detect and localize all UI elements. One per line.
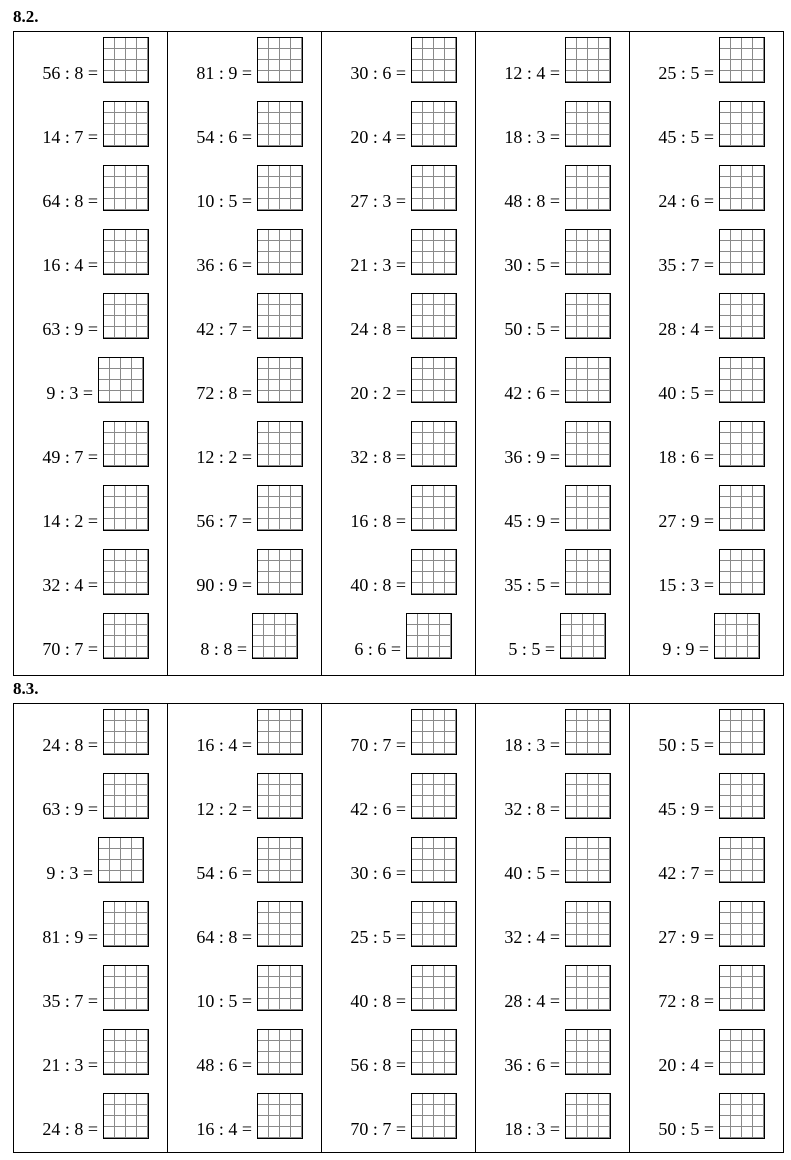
answer-grid-box[interactable] bbox=[411, 837, 457, 883]
division-expression: 12 : 4 = bbox=[504, 63, 560, 83]
division-expression: 16 : 4 = bbox=[196, 1119, 252, 1139]
answer-grid-box[interactable] bbox=[103, 549, 149, 595]
division-problem bbox=[322, 37, 475, 85]
division-problem bbox=[476, 901, 629, 949]
answer-grid-box[interactable] bbox=[257, 901, 303, 947]
division-problem bbox=[168, 965, 321, 1013]
division-problem bbox=[476, 837, 629, 885]
answer-grid-box[interactable] bbox=[719, 1093, 765, 1139]
problem-column bbox=[322, 32, 476, 675]
division-problem bbox=[322, 773, 475, 821]
answer-grid-box[interactable] bbox=[565, 421, 611, 467]
division-expression: 90 : 9 = bbox=[196, 575, 252, 595]
division-problem bbox=[476, 1093, 629, 1141]
division-problem bbox=[476, 965, 629, 1013]
division-expression: 9 : 3 = bbox=[46, 863, 93, 883]
problem-column bbox=[14, 704, 168, 1152]
answer-grid-box[interactable] bbox=[719, 37, 765, 83]
answer-grid-box[interactable] bbox=[719, 165, 765, 211]
division-problem bbox=[14, 901, 167, 949]
division-expression: 42 : 7 = bbox=[196, 319, 252, 339]
division-problem bbox=[476, 165, 629, 213]
division-expression: 63 : 9 = bbox=[42, 319, 98, 339]
division-problem bbox=[168, 357, 321, 405]
answer-grid-box[interactable] bbox=[565, 357, 611, 403]
division-expression: 50 : 5 = bbox=[504, 319, 560, 339]
division-problem bbox=[322, 165, 475, 213]
division-problem bbox=[630, 965, 783, 1013]
division-problem bbox=[14, 773, 167, 821]
division-problem bbox=[322, 101, 475, 149]
division-expression: 42 : 7 = bbox=[658, 863, 714, 883]
division-problem bbox=[14, 485, 167, 533]
division-expression: 70 : 7 = bbox=[350, 1119, 406, 1139]
section-title-8-3: 8.3. bbox=[13, 679, 39, 698]
answer-grid-box[interactable] bbox=[257, 37, 303, 83]
division-expression: 16 : 4 = bbox=[196, 735, 252, 755]
division-problem bbox=[14, 165, 167, 213]
division-expression: 20 : 2 = bbox=[350, 383, 406, 403]
division-expression: 18 : 3 = bbox=[504, 127, 560, 147]
answer-grid-box[interactable] bbox=[565, 485, 611, 531]
division-expression: 36 : 6 = bbox=[504, 1055, 560, 1075]
division-expression: 27 : 9 = bbox=[658, 927, 714, 947]
division-expression: 9 : 3 = bbox=[46, 383, 93, 403]
division-problem bbox=[476, 357, 629, 405]
division-expression: 35 : 7 = bbox=[658, 255, 714, 275]
division-problem bbox=[630, 37, 783, 85]
division-problem bbox=[630, 421, 783, 469]
division-problem bbox=[14, 1029, 167, 1077]
answer-grid-box[interactable] bbox=[252, 613, 298, 659]
division-expression: 12 : 2 = bbox=[196, 447, 252, 467]
division-problem bbox=[168, 613, 321, 661]
division-expression: 42 : 6 = bbox=[350, 799, 406, 819]
problem-column bbox=[630, 32, 783, 675]
answer-grid-box[interactable] bbox=[719, 773, 765, 819]
exercise-sheet-8-3 bbox=[13, 703, 784, 1153]
division-expression: 70 : 7 = bbox=[42, 639, 98, 659]
division-expression: 56 : 7 = bbox=[196, 511, 252, 531]
division-problem bbox=[476, 613, 629, 661]
division-expression: 20 : 4 = bbox=[658, 1055, 714, 1075]
division-problem bbox=[630, 101, 783, 149]
division-problem bbox=[476, 101, 629, 149]
answer-grid-box[interactable] bbox=[98, 837, 144, 883]
division-problem bbox=[168, 837, 321, 885]
answer-grid-box[interactable] bbox=[103, 101, 149, 147]
division-problem bbox=[14, 37, 167, 85]
division-problem bbox=[168, 773, 321, 821]
answer-grid-box[interactable] bbox=[719, 485, 765, 531]
division-problem bbox=[14, 1093, 167, 1141]
division-expression: 45 : 9 = bbox=[504, 511, 560, 531]
answer-grid-box[interactable] bbox=[103, 165, 149, 211]
division-problem bbox=[322, 613, 475, 661]
division-problem bbox=[322, 837, 475, 885]
division-problem bbox=[630, 773, 783, 821]
division-problem bbox=[168, 549, 321, 597]
answer-grid-box[interactable] bbox=[103, 37, 149, 83]
division-problem bbox=[168, 485, 321, 533]
division-expression: 35 : 5 = bbox=[504, 575, 560, 595]
division-problem bbox=[14, 229, 167, 277]
answer-grid-box[interactable] bbox=[98, 357, 144, 403]
answer-grid-box[interactable] bbox=[719, 1029, 765, 1075]
answer-grid-box[interactable] bbox=[565, 549, 611, 595]
answer-grid-box[interactable] bbox=[103, 1029, 149, 1075]
answer-grid-box[interactable] bbox=[103, 1093, 149, 1139]
division-expression: 9 : 9 = bbox=[662, 639, 709, 659]
answer-grid-box[interactable] bbox=[411, 293, 457, 339]
division-problem bbox=[14, 837, 167, 885]
division-expression: 63 : 9 = bbox=[42, 799, 98, 819]
answer-grid-box[interactable] bbox=[103, 709, 149, 755]
division-problem bbox=[14, 613, 167, 661]
answer-grid-box[interactable] bbox=[411, 165, 457, 211]
division-expression: 36 : 6 = bbox=[196, 255, 252, 275]
division-expression: 36 : 9 = bbox=[504, 447, 560, 467]
division-expression: 5 : 5 = bbox=[508, 639, 555, 659]
answer-grid-box[interactable] bbox=[719, 357, 765, 403]
exercise-sheet-8-2 bbox=[13, 31, 784, 676]
division-expression: 30 : 5 = bbox=[504, 255, 560, 275]
division-expression: 28 : 4 = bbox=[658, 319, 714, 339]
division-expression: 24 : 8 = bbox=[42, 1119, 98, 1139]
division-expression: 54 : 6 = bbox=[196, 127, 252, 147]
division-expression: 24 : 6 = bbox=[658, 191, 714, 211]
answer-grid-box[interactable] bbox=[257, 965, 303, 1011]
division-expression: 32 : 4 = bbox=[42, 575, 98, 595]
answer-grid-box[interactable] bbox=[103, 293, 149, 339]
division-problem bbox=[14, 101, 167, 149]
answer-grid-box[interactable] bbox=[411, 709, 457, 755]
answer-grid-box[interactable] bbox=[565, 229, 611, 275]
division-problem bbox=[630, 485, 783, 533]
answer-grid-box[interactable] bbox=[411, 773, 457, 819]
answer-grid-box[interactable] bbox=[565, 101, 611, 147]
answer-grid-box[interactable] bbox=[719, 709, 765, 755]
answer-grid-box[interactable] bbox=[411, 101, 457, 147]
answer-grid-box[interactable] bbox=[257, 101, 303, 147]
answer-grid-box[interactable] bbox=[719, 965, 765, 1011]
division-problem bbox=[476, 37, 629, 85]
division-problem bbox=[630, 165, 783, 213]
division-expression: 81 : 9 = bbox=[42, 927, 98, 947]
division-problem bbox=[322, 421, 475, 469]
division-problem bbox=[168, 37, 321, 85]
division-problem bbox=[322, 709, 475, 757]
division-expression: 16 : 4 = bbox=[42, 255, 98, 275]
division-expression: 24 : 8 = bbox=[350, 319, 406, 339]
answer-grid-box[interactable] bbox=[719, 421, 765, 467]
division-expression: 10 : 5 = bbox=[196, 991, 252, 1011]
division-expression: 56 : 8 = bbox=[42, 63, 98, 83]
division-expression: 70 : 7 = bbox=[350, 735, 406, 755]
division-problem bbox=[476, 773, 629, 821]
division-expression: 45 : 9 = bbox=[658, 799, 714, 819]
answer-grid-box[interactable] bbox=[719, 101, 765, 147]
problem-column bbox=[476, 704, 630, 1152]
answer-grid-box[interactable] bbox=[411, 549, 457, 595]
answer-grid-box[interactable] bbox=[411, 485, 457, 531]
division-problem bbox=[14, 357, 167, 405]
division-problem bbox=[630, 837, 783, 885]
division-expression: 64 : 8 = bbox=[196, 927, 252, 947]
division-problem bbox=[322, 549, 475, 597]
answer-grid-box[interactable] bbox=[411, 965, 457, 1011]
division-problem bbox=[322, 1093, 475, 1141]
division-problem bbox=[168, 293, 321, 341]
division-problem bbox=[630, 357, 783, 405]
division-problem bbox=[168, 165, 321, 213]
answer-grid-box[interactable] bbox=[103, 229, 149, 275]
division-problem bbox=[476, 485, 629, 533]
division-problem bbox=[168, 1093, 321, 1141]
problem-column bbox=[168, 704, 322, 1152]
answer-grid-box[interactable] bbox=[565, 165, 611, 211]
answer-grid-box[interactable] bbox=[565, 293, 611, 339]
answer-grid-box[interactable] bbox=[565, 709, 611, 755]
answer-grid-box[interactable] bbox=[411, 229, 457, 275]
answer-grid-box[interactable] bbox=[103, 613, 149, 659]
answer-grid-box[interactable] bbox=[406, 613, 452, 659]
answer-grid-box[interactable] bbox=[103, 965, 149, 1011]
problem-column bbox=[14, 32, 168, 675]
answer-grid-box[interactable] bbox=[565, 837, 611, 883]
division-expression: 14 : 2 = bbox=[42, 511, 98, 531]
answer-grid-box[interactable] bbox=[257, 1029, 303, 1075]
division-problem bbox=[322, 357, 475, 405]
division-problem bbox=[476, 549, 629, 597]
division-problem bbox=[476, 421, 629, 469]
answer-grid-box[interactable] bbox=[257, 549, 303, 595]
division-expression: 40 : 8 = bbox=[350, 575, 406, 595]
answer-grid-box[interactable] bbox=[103, 485, 149, 531]
division-problem bbox=[630, 229, 783, 277]
division-expression: 28 : 4 = bbox=[504, 991, 560, 1011]
answer-grid-box[interactable] bbox=[257, 773, 303, 819]
answer-grid-box[interactable] bbox=[560, 613, 606, 659]
division-expression: 18 : 3 = bbox=[504, 735, 560, 755]
answer-grid-box[interactable] bbox=[257, 709, 303, 755]
division-expression: 32 : 4 = bbox=[504, 927, 560, 947]
division-problem bbox=[476, 293, 629, 341]
division-problem bbox=[630, 1093, 783, 1141]
division-problem bbox=[476, 1029, 629, 1077]
division-expression: 35 : 7 = bbox=[42, 991, 98, 1011]
division-problem bbox=[168, 709, 321, 757]
answer-grid-box[interactable] bbox=[719, 293, 765, 339]
division-expression: 49 : 7 = bbox=[42, 447, 98, 467]
division-expression: 72 : 8 = bbox=[196, 383, 252, 403]
answer-grid-box[interactable] bbox=[719, 901, 765, 947]
answer-grid-box[interactable] bbox=[719, 837, 765, 883]
problem-column bbox=[168, 32, 322, 675]
answer-grid-box[interactable] bbox=[411, 1029, 457, 1075]
answer-grid-box[interactable] bbox=[257, 357, 303, 403]
division-problem bbox=[630, 1029, 783, 1077]
division-expression: 21 : 3 = bbox=[42, 1055, 98, 1075]
division-problem bbox=[630, 709, 783, 757]
division-expression: 25 : 5 = bbox=[350, 927, 406, 947]
division-problem bbox=[14, 293, 167, 341]
division-problem bbox=[322, 229, 475, 277]
division-problem bbox=[14, 421, 167, 469]
division-expression: 8 : 8 = bbox=[200, 639, 247, 659]
answer-grid-box[interactable] bbox=[257, 421, 303, 467]
division-problem bbox=[168, 229, 321, 277]
division-expression: 6 : 6 = bbox=[354, 639, 401, 659]
division-expression: 50 : 5 = bbox=[658, 1119, 714, 1139]
division-expression: 54 : 6 = bbox=[196, 863, 252, 883]
division-expression: 72 : 8 = bbox=[658, 991, 714, 1011]
division-expression: 25 : 5 = bbox=[658, 63, 714, 83]
answer-grid-box[interactable] bbox=[257, 837, 303, 883]
division-expression: 81 : 9 = bbox=[196, 63, 252, 83]
answer-grid-box[interactable] bbox=[565, 773, 611, 819]
answer-grid-box[interactable] bbox=[103, 901, 149, 947]
division-problem bbox=[476, 229, 629, 277]
division-expression: 18 : 6 = bbox=[658, 447, 714, 467]
answer-grid-box[interactable] bbox=[411, 421, 457, 467]
division-expression: 20 : 4 = bbox=[350, 127, 406, 147]
division-problem bbox=[322, 901, 475, 949]
answer-grid-box[interactable] bbox=[714, 613, 760, 659]
division-problem bbox=[168, 421, 321, 469]
answer-grid-box[interactable] bbox=[565, 37, 611, 83]
division-expression: 18 : 3 = bbox=[504, 1119, 560, 1139]
division-problem bbox=[14, 549, 167, 597]
answer-grid-box[interactable] bbox=[103, 773, 149, 819]
division-expression: 10 : 5 = bbox=[196, 191, 252, 211]
division-expression: 30 : 6 = bbox=[350, 863, 406, 883]
division-problem bbox=[630, 293, 783, 341]
division-problem bbox=[322, 965, 475, 1013]
answer-grid-box[interactable] bbox=[257, 229, 303, 275]
division-expression: 42 : 6 = bbox=[504, 383, 560, 403]
division-expression: 24 : 8 = bbox=[42, 735, 98, 755]
answer-grid-box[interactable] bbox=[565, 1029, 611, 1075]
division-expression: 12 : 2 = bbox=[196, 799, 252, 819]
answer-grid-box[interactable] bbox=[565, 1093, 611, 1139]
division-problem bbox=[14, 709, 167, 757]
answer-grid-box[interactable] bbox=[103, 421, 149, 467]
problem-column bbox=[476, 32, 630, 675]
problem-column bbox=[322, 704, 476, 1152]
division-expression: 48 : 8 = bbox=[504, 191, 560, 211]
division-problem bbox=[168, 101, 321, 149]
division-expression: 56 : 8 = bbox=[350, 1055, 406, 1075]
division-expression: 32 : 8 = bbox=[504, 799, 560, 819]
division-problem bbox=[476, 709, 629, 757]
division-expression: 14 : 7 = bbox=[42, 127, 98, 147]
answer-grid-box[interactable] bbox=[411, 1093, 457, 1139]
division-problem bbox=[168, 901, 321, 949]
division-expression: 32 : 8 = bbox=[350, 447, 406, 467]
problem-column bbox=[630, 704, 783, 1152]
division-expression: 30 : 6 = bbox=[350, 63, 406, 83]
answer-grid-box[interactable] bbox=[565, 901, 611, 947]
answer-grid-box[interactable] bbox=[411, 901, 457, 947]
division-expression: 64 : 8 = bbox=[42, 191, 98, 211]
division-expression: 48 : 6 = bbox=[196, 1055, 252, 1075]
answer-grid-box[interactable] bbox=[257, 165, 303, 211]
division-expression: 40 : 8 = bbox=[350, 991, 406, 1011]
division-problem bbox=[630, 613, 783, 661]
answer-grid-box[interactable] bbox=[257, 1093, 303, 1139]
answer-grid-box[interactable] bbox=[411, 37, 457, 83]
division-expression: 40 : 5 = bbox=[658, 383, 714, 403]
division-expression: 27 : 9 = bbox=[658, 511, 714, 531]
division-expression: 15 : 3 = bbox=[658, 575, 714, 595]
division-problem bbox=[168, 1029, 321, 1077]
division-expression: 45 : 5 = bbox=[658, 127, 714, 147]
division-problem bbox=[322, 485, 475, 533]
division-problem bbox=[630, 549, 783, 597]
answer-grid-box[interactable] bbox=[719, 549, 765, 595]
answer-grid-box[interactable] bbox=[565, 965, 611, 1011]
division-expression: 40 : 5 = bbox=[504, 863, 560, 883]
answer-grid-box[interactable] bbox=[719, 229, 765, 275]
division-problem bbox=[630, 901, 783, 949]
division-problem bbox=[14, 965, 167, 1013]
division-problem bbox=[322, 293, 475, 341]
section-title-8-2: 8.2. bbox=[13, 7, 39, 26]
answer-grid-box[interactable] bbox=[257, 293, 303, 339]
division-expression: 21 : 3 = bbox=[350, 255, 406, 275]
division-problem bbox=[322, 1029, 475, 1077]
answer-grid-box[interactable] bbox=[257, 485, 303, 531]
division-expression: 50 : 5 = bbox=[658, 735, 714, 755]
division-expression: 27 : 3 = bbox=[350, 191, 406, 211]
answer-grid-box[interactable] bbox=[411, 357, 457, 403]
division-expression: 16 : 8 = bbox=[350, 511, 406, 531]
